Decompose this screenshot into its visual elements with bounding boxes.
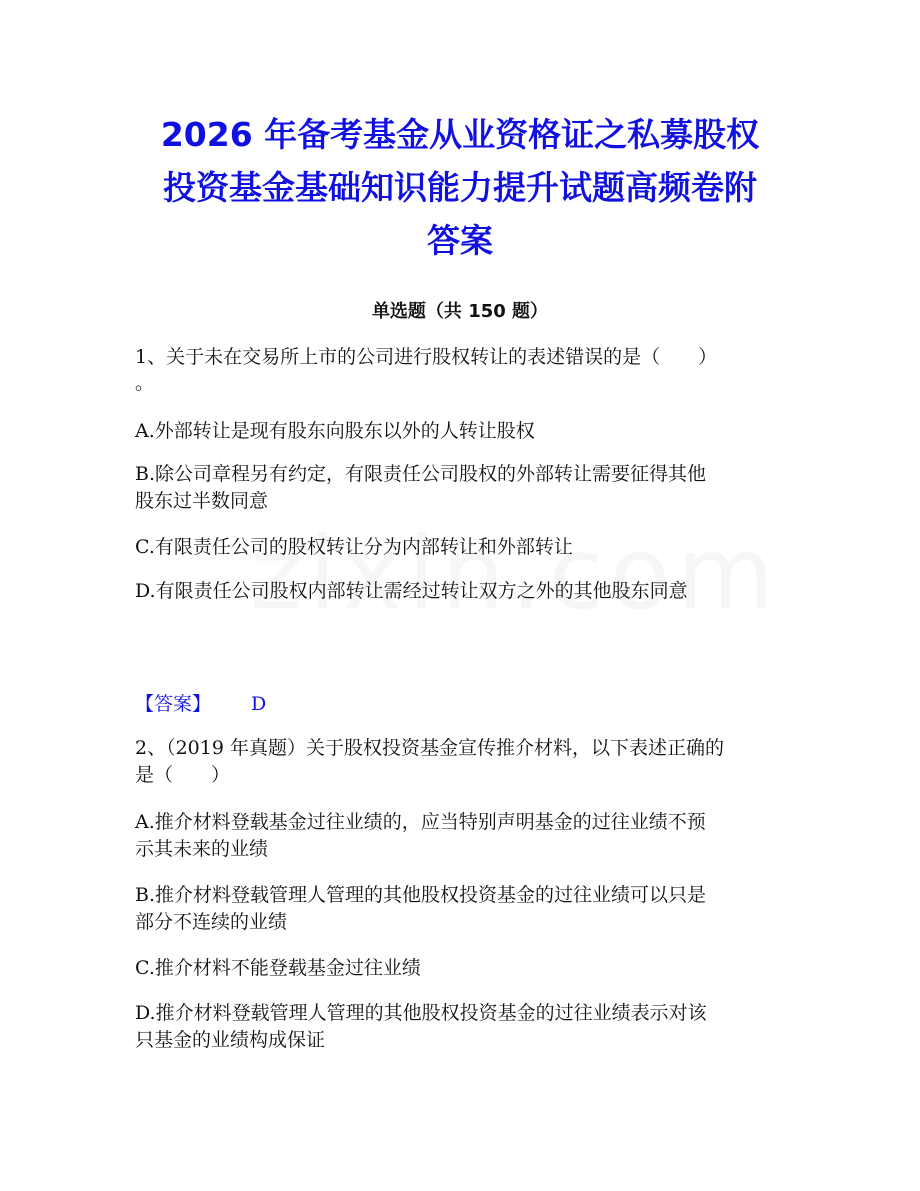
question-2-stem-line-1: 2、（2019 年真题）关于股权投资基金宣传推介材料，以下表述正确的: [135, 737, 724, 759]
question-1-option-c: C.有限责任公司的股权转让分为内部转让和外部转让: [135, 536, 573, 558]
question-1-option-b-line-1: B.除公司章程另有约定，有限责任公司股权的外部转让需要征得其他: [135, 463, 707, 485]
question-2-option-d-line-1: D.推介材料登载管理人管理的其他股权投资基金的过往业绩表示对该: [135, 1002, 707, 1024]
question-2-option-a-line-1: A.推介材料登载基金过往业绩的，应当特别声明基金的过往业绩不预: [135, 811, 706, 833]
watermark: [250, 515, 780, 632]
document-title: [60, 108, 860, 267]
question-1-answer: [135, 691, 266, 717]
question-1-option-b-line-2: 股东过半数同意: [135, 490, 269, 512]
question-1-option-d: D.有限责任公司股权内部转让需经过转让双方之外的其他股东同意: [135, 580, 688, 602]
question-1-stem-line-1: 1、关于未在交易所上市的公司进行股权转让的表述错误的是（ ）: [135, 346, 718, 368]
question-2-option-a-line-2: 示其未来的业绩: [135, 838, 269, 860]
title-line: 投资基金基础知识能力提升试题高频卷附: [163, 168, 757, 207]
title-line: 答案: [427, 221, 493, 260]
question-1-stem-line-2: 。: [135, 372, 155, 394]
question-2-option-b-line-2: 部分不连续的业绩: [135, 911, 288, 933]
title-line: 2026 年备考基金从业资格证之私募股权: [160, 115, 760, 154]
answer-value: D: [251, 693, 267, 715]
question-2-option-b-line-1: B.推介材料登载管理人管理的其他股权投资基金的过往业绩可以只是: [135, 884, 707, 906]
question-1-option-a: A.外部转让是现有股东向股东以外的人转让股权: [135, 420, 535, 442]
question-2-option-d-line-2: 只基金的业绩构成保证: [135, 1029, 326, 1051]
question-2-stem-line-2: 是（ ）: [135, 764, 231, 786]
section-heading: 单选题（共 150 题）: [371, 301, 549, 322]
answer-label: 【答案】: [135, 693, 212, 715]
question-2-option-c: C.推介材料不能登载基金过往业绩: [135, 957, 421, 979]
